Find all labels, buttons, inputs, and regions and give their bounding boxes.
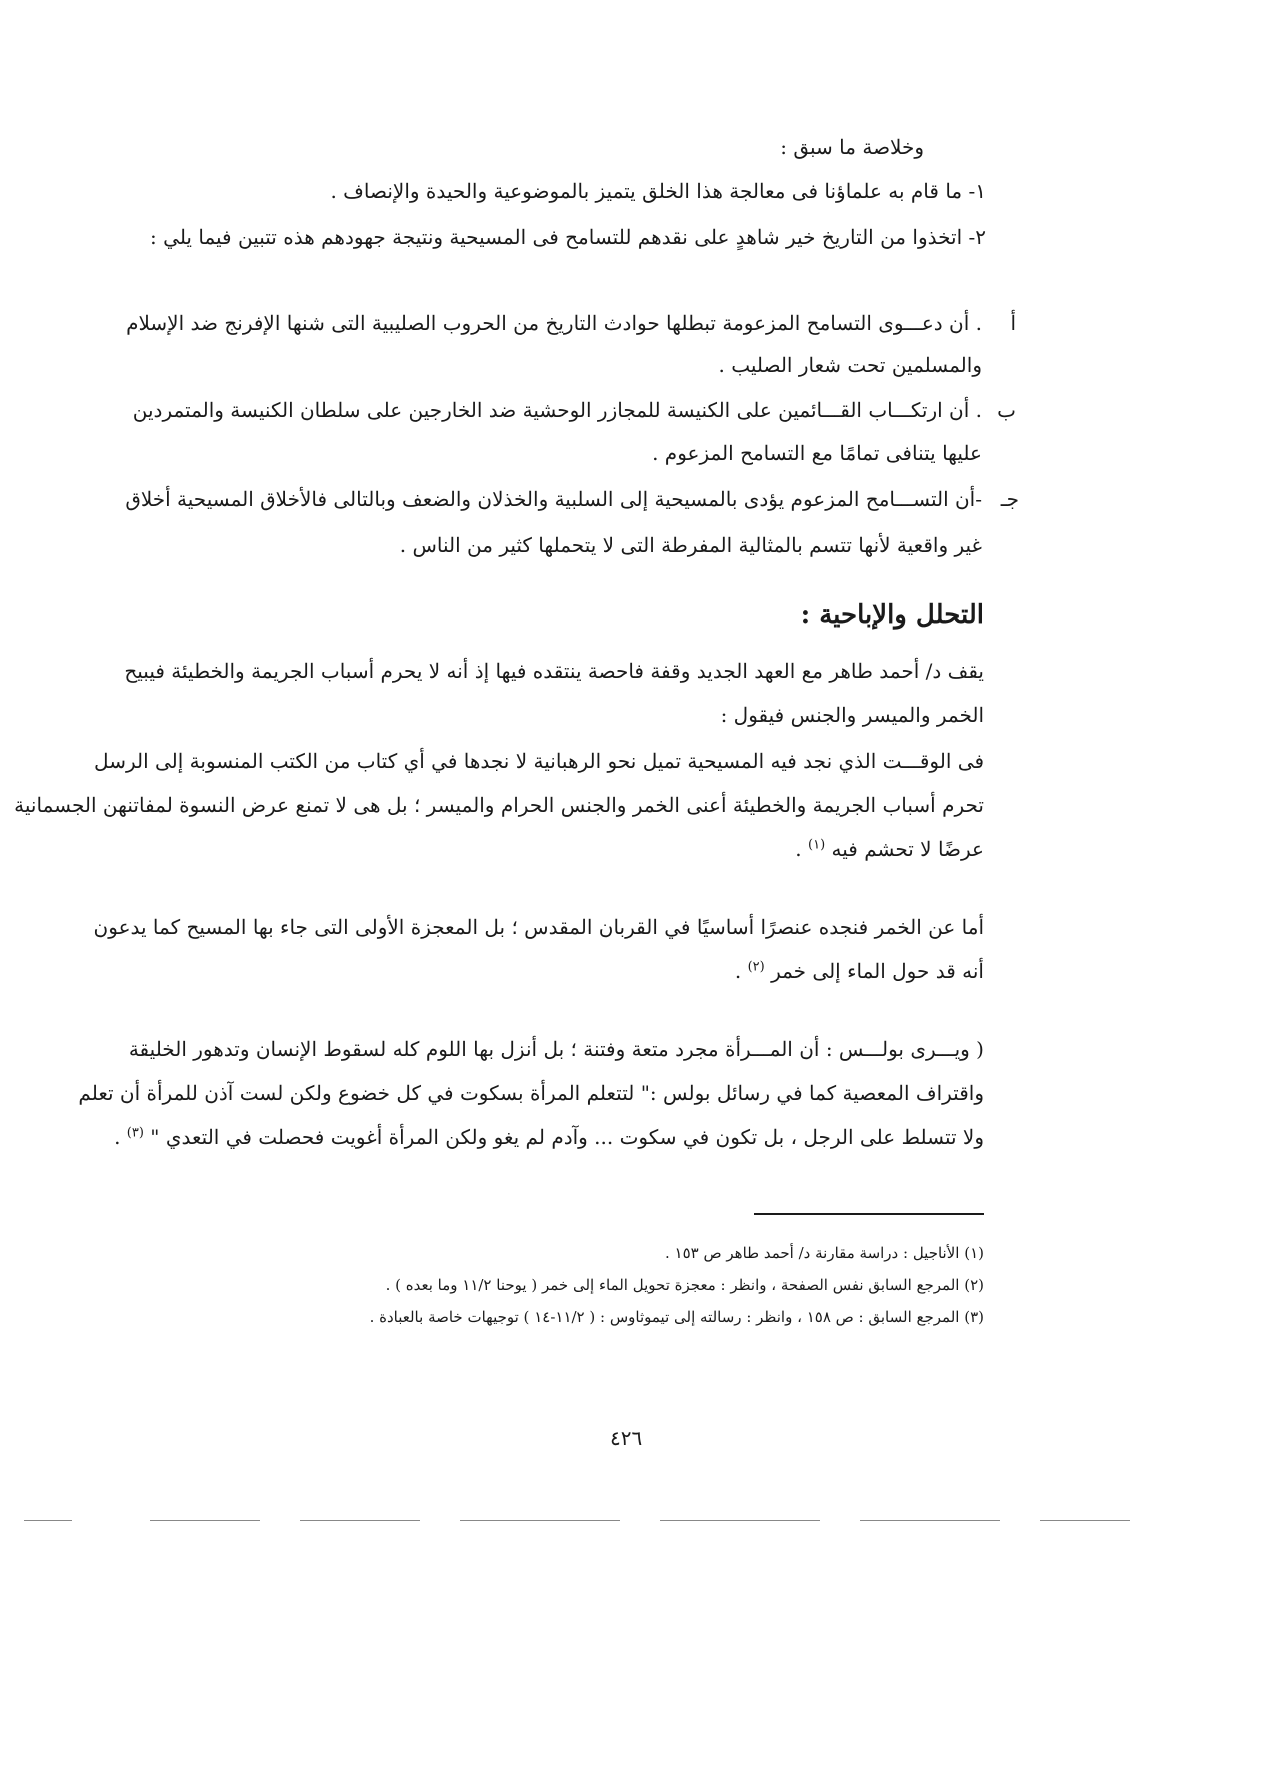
list-item-a-line-1: . أن دعـــوى التسامح المزعومة تبطلها حوادث التاريخ من الحروب الصليبية التى شنها الإفرنج ضد الإسلام <box>126 311 982 335</box>
list-item-a-line-2: والمسلمين تحت شعار الصليب . <box>718 353 982 377</box>
period: . <box>114 1125 121 1149</box>
list-item-a-marker: أ <box>1010 311 1016 335</box>
paragraph-4-text: ولا تتسلط على الرجل ، بل تكون في سكوت ... وآدم لم يغو ولكن المرأة أغويت فحصلت في التعدي " <box>150 1125 984 1149</box>
scan-artifact-line <box>300 1520 420 1521</box>
paragraph-4-line-2: واقتراف المعصية كما في رسائل بولس :" لتتعلم المرأة بسكوت في كل خضوع ولكن لست آذن للمرأة أن تعلم <box>78 1081 984 1105</box>
footnote-separator <box>754 1213 984 1215</box>
scan-artifact-line <box>460 1520 620 1521</box>
paragraph-2-line-2: تحرم أسباب الجريمة والخطيئة أعنى الخمر والجنس الحرام والميسر ؛ بل هى لا تمنع عرض النسوة لمفاتنهن الجسمانية <box>14 793 984 817</box>
period: . <box>795 837 802 861</box>
list-item-c-marker: جـ <box>1000 487 1019 511</box>
scan-artifact-line <box>1040 1520 1130 1521</box>
paragraph-3-text: أنه قد حول الماء إلى خمر <box>771 959 984 983</box>
paragraph-1-line-2: الخمر والميسر والجنس فيقول : <box>720 703 984 727</box>
list-item-c-line-1: -أن التســـامح المزعوم يؤدى بالمسيحية إلى السلبية والخذلان والضعف وبالتالى فالأخلاق المسيحية أخلاق <box>125 487 982 511</box>
footnote-ref-3: (٣) <box>126 1125 144 1141</box>
footnote-3: (٣) المرجع السابق : ص ١٥٨ ، وانظر : رسالته إلى تيموثاوس : ( ١١/٢-١٤ ) توجيهات خاصة بالعبادة . <box>369 1308 984 1326</box>
summary-point-2: ٢- اتخذوا من التاريخ خير شاهدٍ على نقدهم للتسامح فى المسيحية ونتيجة جهودهم هذه تتبين فيما يلي : <box>150 225 986 249</box>
list-item-c-line-2: غير واقعية لأنها تتسم بالمثالية المفرطة التى لا يتحملها كثير من الناس . <box>399 533 982 557</box>
summary-point-1: ١- ما قام به علماؤنا فى معالجة هذا الخلق يتميز بالموضوعية والحيدة والإنصاف . <box>330 179 986 203</box>
footnote-2: (٢) المرجع السابق نفس الصفحة ، وانظر : معجزة تحويل الماء إلى خمر ( يوحنا ١١/٢ وما بعده ) . <box>385 1276 984 1294</box>
paragraph-3-line-2 <box>735 954 984 988</box>
footnote-ref-1: (١) <box>808 837 826 853</box>
scan-artifact-line <box>860 1520 1000 1521</box>
period: . <box>734 959 742 983</box>
scan-artifact-line <box>660 1520 820 1521</box>
footnote-ref-2: (٢) <box>747 959 765 975</box>
section-heading: التحلل والإباحية : <box>800 600 984 630</box>
footnote-1: (١) الأناجيل : دراسة مقارنة د/ أحمد طاهر ص ١٥٣ . <box>665 1244 984 1262</box>
paragraph-2-line-3 <box>795 832 984 866</box>
scan-artifact-line <box>24 1520 72 1521</box>
summary-intro: وخلاصة ما سبق : <box>780 135 924 159</box>
scan-artifact-line <box>150 1520 260 1521</box>
paragraph-4-line-1: ( ويـــرى بولـــس : أن المـــرأة مجرد متعة وفتنة ؛ بل أنزل بها اللوم كله لسقوط الإنسان وتدهور الخليقة <box>128 1037 984 1061</box>
list-item-b-marker: ب <box>997 398 1016 422</box>
list-item-b-line-1: . أن ارتكـــاب القـــائمين على الكنيسة للمجازر الوحشية ضد الخارجين على سلطان الكنيسة والمتمردين <box>132 398 982 422</box>
page-number: ٤٢٦ <box>610 1426 643 1450</box>
paragraph-3-line-1: أما عن الخمر فنجده عنصرًا أساسيًا في القربان المقدس ؛ بل المعجزة الأولى التى جاء بها المسيح كما يدعون <box>93 915 984 939</box>
paragraph-1-line-1: يقف د/ أحمد طاهر مع العهد الجديد وقفة فاحصة ينتقده فيها إذ أنه لا يحرم أسباب الجريمة والخطيئة فيبيح <box>124 659 984 683</box>
paragraph-4-line-3 <box>114 1120 984 1154</box>
paragraph-2-text: عرضًا لا تحشم فيه <box>831 837 984 861</box>
paragraph-2-line-1: فى الوقـــت الذي نجد فيه المسيحية تميل نحو الرهبانية لا نجدها في أي كتاب من الكتب المنسوبة إلى الرسل <box>94 749 984 773</box>
list-item-b-line-2: عليها يتنافى تمامًا مع التسامح المزعوم . <box>652 441 982 465</box>
